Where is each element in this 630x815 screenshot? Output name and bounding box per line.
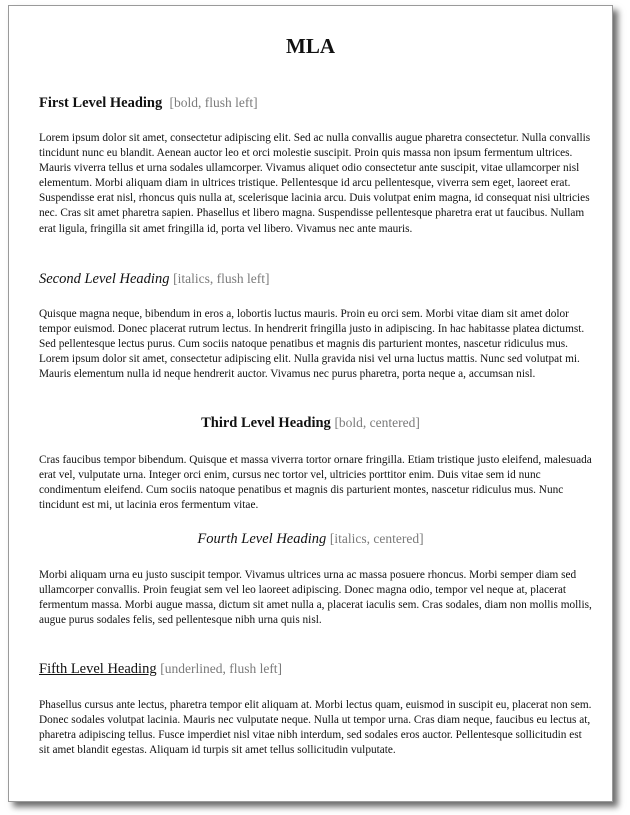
heading-text: Third Level Heading bbox=[201, 415, 331, 431]
paragraph: Quisque magna neque, bibendum in eros a, lobortis luctus mauris. Proin eu orci sem. Morbi vitae diam sit amet dolor tempor euismod. Donec placerat rutrum lectus. In hendrerit fringilla justo in adipiscing. In hac habitasse platea dictumst. Sed pellentesque lectus purus. Cum sociis natoque penatibus et magnis dis parturient montes, nascetur ridiculus mus. Lorem ipsum dolor sit amet, consectetur adipiscing elit. Nulla gravida nisi vel urna luctus mattis. Nunc sed volutpat mi. Mauris elementum nulla id neque hendrerit auctor. Vivamus nec purus pharetra, porta neque a, accumsan nisl. bbox=[39, 308, 585, 381]
heading-text: Fifth Level Heading bbox=[39, 661, 157, 677]
fourth-level-heading bbox=[9, 530, 612, 548]
heading-format-note: [italics, flush left] bbox=[173, 271, 270, 286]
page-title: MLA bbox=[286, 34, 335, 58]
heading-text: First Level Heading bbox=[39, 95, 163, 111]
paragraph: Morbi aliquam urna eu justo suscipit tempor. Vivamus ultrices urna ac massa posuere rhoncus. Morbi semper diam sed ullamcorper convallis. Proin feugiat sem vel leo laoreet adipiscing. Donec magna odio, tempor vel neque at, placerat fermentum massa. Morbi augue massa, dictum sit amet nulla a, placerat iaculis sem. Cras sodales, diam non mollis mollis, augue purus sodales felis, sed pellentesque nibh urna quis nisl. bbox=[39, 569, 592, 627]
second-level-heading bbox=[39, 270, 588, 288]
heading-format-note: [bold, centered] bbox=[334, 415, 420, 430]
paragraph: Lorem ipsum dolor sit amet, consectetur adipiscing elit. Sed ac nulla convallis augue pharetra consectetur. Nulla convallis tincidunt nunc eu blandit. Aenean auctor leo et orci molestie suscipit. Proin quis massa non ipsum fermentum ultrices. Mauris viverra tellus et urna sodales ullamcorper. Vivamus aliquet odio consectetur ante suscipit, vitae ullamcorper nisl elementum. Morbi aliquam diam in ultrices tristique. Pellentesque id arcu pellentesque, viverra sem eget, laoreet erat. Suspendisse erat nisl, rhoncus quis nulla at, scelerisque lacinia arcu. Duis volutpat enim magna, id consequat nisi ultricies nec. Cras sit amet pharetra sapien. Phasellus et libero magna. Suspendisse pellentesque pharetra erat ut faucibus. Nullam erat ligula, fringilla sit amet fringilla id, porta vel libero. Vivamus nec ante mauris. bbox=[39, 132, 591, 235]
document-page bbox=[8, 5, 613, 802]
heading-format-note: [bold, flush left] bbox=[169, 95, 258, 110]
third-level-heading bbox=[9, 414, 612, 432]
first-level-heading bbox=[39, 94, 588, 112]
heading-format-note: [underlined, flush left] bbox=[160, 661, 283, 676]
heading-text: Fourth Level Heading bbox=[197, 531, 327, 547]
heading-text: Second Level Heading bbox=[39, 271, 170, 287]
fifth-level-heading bbox=[39, 660, 588, 678]
paragraph: Phasellus cursus ante lectus, pharetra tempor elit aliquam at. Morbi lectus quam, euismod in suscipit eu, placerat non sem. Donec sodales volutpat lacinia. Mauris nec vulputate neque. Nulla ut tempor urna. Cras diam neque, faucibus eu lectus at, pharetra adipiscing tellus. Fusce imperdiet nisl vitae nibh interdum, sed sodales eros auctor. Pellentesque sollicitudin est sit amet blandit egestas. Aliquam id turpis sit amet tellus sollicitudin vulputate. bbox=[39, 699, 592, 757]
heading-format-note: [italics, centered] bbox=[329, 531, 424, 546]
paragraph: Cras faucibus tempor bibendum. Quisque et massa viverra tortor ornare fringilla. Etiam tristique justo eleifend, malesuada erat vel, vulputate urna. Integer orci enim, cursus nec tortor vel, ultricies porttitor enim. Duis vitae sem id nunc condimentum eleifend. Cum sociis natoque penatibus et magnis dis parturient montes, nascetur ridiculus mus. Nunc tincidunt est mi, ut lacinia eros fermentum vitae. bbox=[39, 454, 592, 512]
